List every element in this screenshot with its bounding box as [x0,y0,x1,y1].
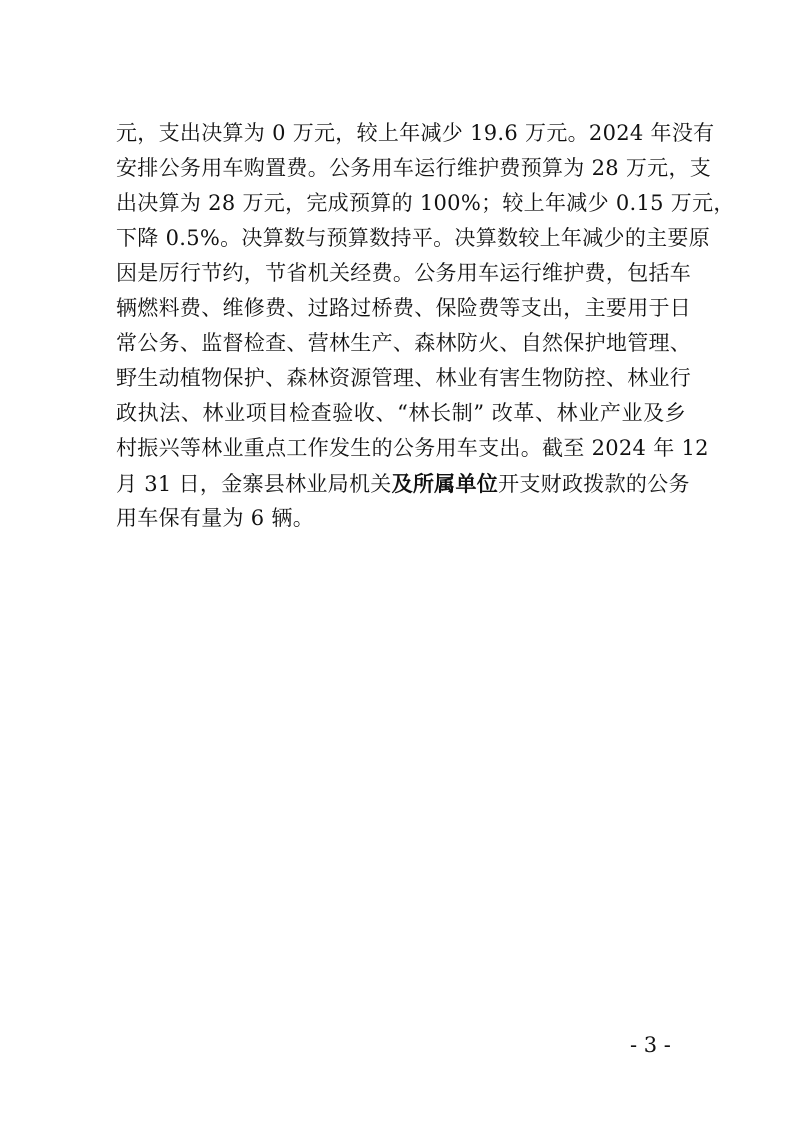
text-line-3: 出决算为 28 万元，完成预算的 100%；较上年减少 0.15 万元， [116,191,735,215]
text-line-4: 下降 0.5%。决算数与预算数持平。决算数较上年减少的主要原 [116,226,711,250]
text-line-1: 元，支出决算为 0 万元，较上年减少 19.6 万元。2024 年没有 [116,121,715,145]
text-line-11-start: 月 31 日，金寨县林业局机关 [116,472,392,496]
text-line-7: 常公务、监督检查、营林生产、森林防火、自然保护地管理、 [116,331,692,355]
text-line-11 [116,466,690,501]
body-paragraph [116,116,735,536]
page-number: - 3 - [630,1033,671,1057]
text-line-12: 用车保有量为 6 辆。 [116,506,315,530]
text-line-8: 野生动植物保护、森林资源管理、林业有害生物防控、林业行 [116,366,692,390]
text-line-5: 因是厉行节约，节省机关经费。公务用车运行维护费，包括车 [116,261,692,285]
text-line-11-end: 开支财政拨款的公务 [498,472,690,496]
text-line-6: 辆燃料费、维修费、过路过桥费、保险费等支出，主要用于日 [116,296,692,320]
text-line-10: 村振兴等林业重点工作发生的公务用车支出。截至 2024 年 12 [116,436,709,460]
text-line-2: 安排公务用车购置费。公务用车运行维护费预算为 28 万元，支 [116,156,712,180]
text-line-9: 政执法、林业项目检查验收、“林长制” 改革、林业产业及乡 [116,401,686,425]
bold-phrase: 及所属单位 [391,471,499,496]
